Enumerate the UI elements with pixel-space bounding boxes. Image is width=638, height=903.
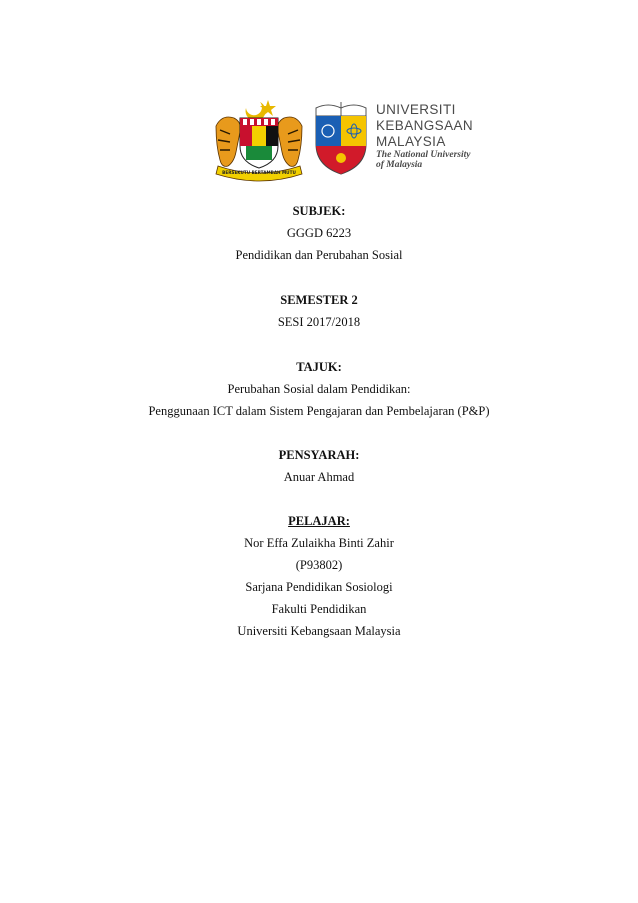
ukm-wordmark	[376, 102, 476, 176]
crest-motto-text: BERSEKUTU BERTAMBAH MUTU	[222, 170, 296, 175]
student-id: (P93802)	[295, 558, 343, 572]
title-section	[0, 356, 638, 422]
subject-section	[0, 200, 638, 266]
title-heading: TAJUK:	[296, 360, 342, 374]
semester-section	[0, 289, 638, 333]
wordmark-line-3: MALAYSIA	[376, 134, 446, 149]
title-line-2: Penggunaan ICT dalam Sistem Pengajaran dan Pembelajaran (P&P)	[148, 404, 490, 418]
subject-name: Pendidikan dan Perubahan Sosial	[235, 248, 403, 262]
wordmark-tagline-1: The National University	[376, 150, 471, 160]
session-text: SESI 2017/2018	[277, 315, 361, 329]
title-line-1: Perubahan Sosial dalam Pendidikan:	[227, 382, 411, 396]
subject-heading: SUBJEK:	[292, 204, 346, 218]
lecturer-name: Anuar Ahmad	[283, 470, 355, 484]
wordmark-tagline-2: of Malaysia	[376, 160, 423, 170]
student-section	[0, 510, 638, 642]
student-university: Universiti Kebangsaan Malaysia	[237, 624, 401, 638]
wordmark-line-2: KEBANGSAAN	[376, 118, 474, 133]
student-faculty: Fakulti Pendidikan	[271, 602, 367, 616]
ukm-shield-logo	[310, 98, 372, 176]
lecturer-section	[0, 444, 638, 488]
wordmark-line-1: UNIVERSITI	[376, 102, 456, 117]
semester-heading: SEMESTER 2	[280, 293, 358, 307]
student-program: Sarjana Pendidikan Sosiologi	[245, 580, 393, 594]
header-logos	[210, 96, 472, 182]
student-name: Nor Effa Zulaikha Binti Zahir	[244, 536, 394, 550]
subject-code: GGGD 6223	[286, 226, 352, 240]
student-heading: PELAJAR:	[288, 514, 350, 528]
lecturer-heading: PENSYARAH:	[278, 448, 360, 462]
malaysia-coat-of-arms-logo	[210, 96, 308, 182]
